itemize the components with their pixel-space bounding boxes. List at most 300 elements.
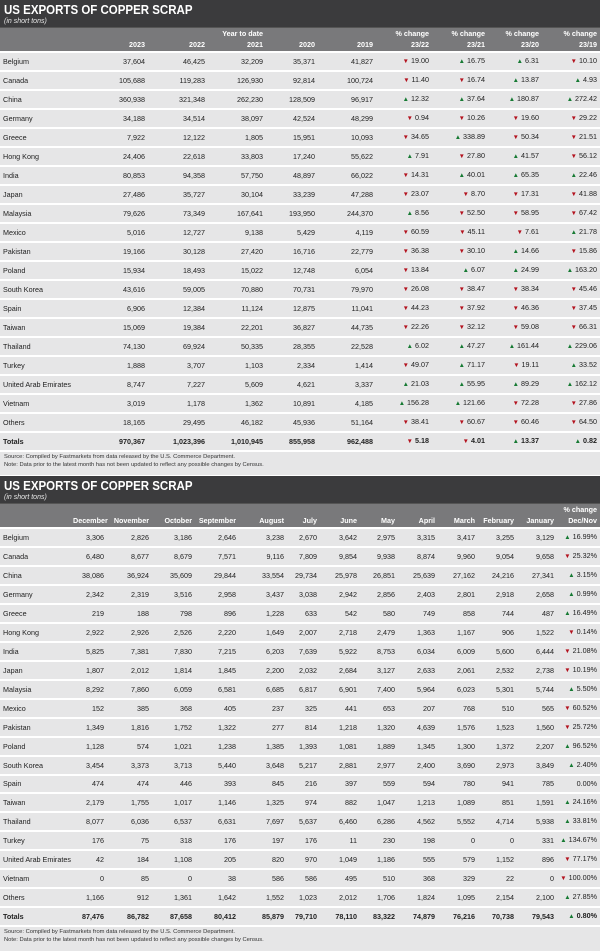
country-name: United Arab Emirates [0, 850, 70, 869]
tonnage-value: 6,009 [438, 642, 478, 661]
pct-change-cell [488, 337, 542, 356]
tonnage-value: 7,697 [239, 812, 287, 831]
pct-change-cell [542, 261, 600, 280]
country-name: Totals [0, 907, 70, 925]
tonnage-value: 32,209 [208, 52, 266, 71]
pct-change-cell [557, 718, 600, 737]
change-value: 21.51 [579, 132, 597, 141]
country-name: Japan [0, 661, 70, 680]
change-value: 52.50 [467, 208, 485, 217]
tonnage-value: 2,922 [70, 623, 107, 642]
pct-change-cell [432, 394, 488, 413]
tonnage-value: 15,934 [100, 261, 148, 280]
tonnage-value: 2,479 [360, 623, 398, 642]
table-row [0, 185, 600, 204]
change-value: 58.95 [521, 208, 539, 217]
change-value: 24.99 [521, 265, 539, 274]
change-value: 40.01 [467, 170, 485, 179]
change-value: 60.59 [411, 227, 429, 236]
table-row [0, 528, 600, 547]
tonnage-value: 8,753 [360, 642, 398, 661]
tonnage-value: 8,747 [100, 375, 148, 394]
triangle-down-icon: ▼ [402, 286, 409, 293]
tonnage-value: 6,023 [438, 680, 478, 699]
table-row [0, 261, 600, 280]
tonnage-value: 74,130 [100, 337, 148, 356]
triangle-down-icon: ▼ [570, 400, 577, 407]
triangle-down-icon: ▼ [564, 724, 571, 731]
tonnage-value: 86,782 [107, 907, 152, 925]
pct-change-cell [557, 642, 600, 661]
column-header: December [73, 516, 108, 525]
tonnage-value: 128,509 [266, 90, 318, 109]
tonnage-value: 744 [478, 604, 517, 623]
tonnage-value: 6,537 [152, 812, 195, 831]
pct-change-cell [376, 242, 432, 261]
pct-change-cell [542, 52, 600, 71]
tonnage-value: 18,493 [148, 261, 208, 280]
tonnage-value: 1,023 [287, 888, 320, 907]
census-note: Note: Data prior to the latest month has not been updated to reflect any possible changes by Census. [4, 936, 264, 943]
tonnage-value: 25,639 [398, 566, 438, 585]
tonnage-value: 7,639 [287, 642, 320, 661]
tonnage-value: 331 [517, 831, 557, 850]
pct-change-cell [488, 280, 542, 299]
table-row [0, 413, 600, 432]
pct-change-cell [376, 71, 432, 90]
pct-change-cell [542, 432, 600, 450]
tonnage-value: 5,217 [287, 756, 320, 775]
tonnage-value: 7,400 [360, 680, 398, 699]
table-row [0, 566, 600, 585]
table-row [0, 147, 600, 166]
pct-change-cell [488, 166, 542, 185]
triangle-down-icon: ▼ [512, 305, 519, 312]
pct-change-cell [432, 223, 488, 242]
tonnage-value: 814 [287, 718, 320, 737]
table-row [0, 831, 600, 850]
column-header: 23/22 [411, 40, 429, 49]
table-row [0, 71, 600, 90]
change-value: 10.19% [572, 665, 597, 674]
change-value: 38.34 [521, 284, 539, 293]
tonnage-value: 6,817 [287, 680, 320, 699]
triangle-down-icon: ▼ [402, 362, 409, 369]
tonnage-value: 30,128 [148, 242, 208, 261]
triangle-down-icon: ▼ [512, 400, 519, 407]
triangle-up-icon: ▲ [564, 818, 571, 825]
tonnage-value: 3,707 [148, 356, 208, 375]
table-row [0, 850, 600, 869]
triangle-up-icon: ▲ [560, 837, 567, 844]
tonnage-value: 1,363 [398, 623, 438, 642]
tonnage-value: 205 [195, 850, 239, 869]
column-header: 2021 [247, 40, 263, 49]
tonnage-value: 6,901 [320, 680, 360, 699]
tonnage-value: 5,922 [320, 642, 360, 661]
triangle-down-icon: ▼ [564, 667, 571, 674]
triangle-down-icon: ▼ [458, 153, 465, 160]
tonnage-value: 912 [107, 888, 152, 907]
tonnage-value: 1,081 [320, 737, 360, 756]
tonnage-value: 5,552 [438, 812, 478, 831]
country-name: Malaysia [0, 204, 100, 223]
change-value: 41.88 [579, 189, 597, 198]
country-name: Thailand [0, 337, 100, 356]
column-header: June [340, 516, 357, 525]
triangle-up-icon: ▲ [574, 77, 581, 84]
tonnage-value: 653 [360, 699, 398, 718]
tonnage-value: 441 [320, 699, 360, 718]
tonnage-value: 4,562 [398, 812, 438, 831]
change-value: 3.15% [576, 570, 597, 579]
table-row [0, 318, 600, 337]
country-name: Turkey [0, 831, 70, 850]
tonnage-value: 27,420 [208, 242, 266, 261]
tonnage-value: 219 [70, 604, 107, 623]
tonnage-value: 6,444 [517, 642, 557, 661]
change-value: 24.16% [572, 797, 597, 806]
triangle-down-icon: ▼ [570, 191, 577, 198]
tonnage-value: 487 [517, 604, 557, 623]
tonnage-value: 2,977 [360, 756, 398, 775]
change-value: 47.27 [467, 341, 485, 350]
country-name: Vietnam [0, 869, 70, 888]
triangle-down-icon: ▼ [570, 419, 577, 426]
tonnage-value: 34,188 [100, 109, 148, 128]
triangle-up-icon: ▲ [458, 172, 465, 179]
tonnage-value: 22,618 [148, 147, 208, 166]
tonnage-value: 3,642 [320, 528, 360, 547]
tonnage-value: 7,227 [148, 375, 208, 394]
country-name: Malaysia [0, 680, 70, 699]
tonnage-value: 0 [438, 831, 478, 850]
pct-change-cell [432, 242, 488, 261]
tonnage-value: 176 [195, 831, 239, 850]
tonnage-value: 12,384 [148, 299, 208, 318]
tonnage-value: 216 [287, 775, 320, 793]
tonnage-value: 188 [107, 604, 152, 623]
tonnage-value: 4,621 [266, 375, 318, 394]
tonnage-value: 85 [107, 869, 152, 888]
change-value: 60.46 [521, 417, 539, 426]
triangle-down-icon: ▼ [570, 248, 577, 255]
tonnage-value: 27,486 [100, 185, 148, 204]
table-row [0, 223, 600, 242]
tonnage-value: 69,924 [148, 337, 208, 356]
pct-change-cell [542, 413, 600, 432]
tonnage-value: 1,186 [360, 850, 398, 869]
change-value: 60.67 [467, 417, 485, 426]
pct-change-cell [376, 90, 432, 109]
tonnage-value: 11,124 [208, 299, 266, 318]
tonnage-value: 7,571 [195, 547, 239, 566]
tonnage-value: 5,016 [100, 223, 148, 242]
pct-change-cell [376, 166, 432, 185]
column-header: January [526, 516, 554, 525]
tonnage-value: 42 [70, 850, 107, 869]
tonnage-value: 1,213 [398, 793, 438, 812]
tonnage-value: 1,023,396 [148, 432, 208, 450]
tonnage-value: 2,334 [266, 356, 318, 375]
tonnage-value: 785 [517, 775, 557, 793]
tonnage-value: 1,888 [100, 356, 148, 375]
change-value: 162.12 [575, 379, 597, 388]
triangle-up-icon: ▲ [566, 381, 574, 388]
tonnage-value: 167,641 [208, 204, 266, 223]
country-name: Mexico [0, 223, 100, 242]
change-value: 180.87 [517, 94, 539, 103]
table-row [0, 204, 600, 223]
triangle-down-icon: ▼ [512, 134, 519, 141]
tonnage-value: 1,362 [208, 394, 266, 413]
pct-change-cell [488, 356, 542, 375]
tonnage-value: 51,164 [318, 413, 376, 432]
country-name: Belgium [0, 52, 100, 71]
change-value: 50.34 [521, 132, 539, 141]
tonnage-value: 59,005 [148, 280, 208, 299]
pct-change-cell [488, 299, 542, 318]
triangle-down-icon: ▼ [516, 229, 523, 236]
tonnage-value: 3,127 [360, 661, 398, 680]
tonnage-value: 3,437 [239, 585, 287, 604]
pct-change-cell [488, 90, 542, 109]
triangle-down-icon: ▼ [458, 324, 465, 331]
triangle-up-icon: ▲ [568, 686, 575, 693]
change-value: 45.46 [579, 284, 597, 293]
tonnage-value: 75 [107, 831, 152, 850]
tonnage-value: 3,516 [152, 585, 195, 604]
tonnage-value: 385 [107, 699, 152, 718]
pct-change-cell [542, 204, 600, 223]
triangle-up-icon: ▲ [398, 400, 406, 407]
change-value: 37.92 [467, 303, 485, 312]
tonnage-value: 1,649 [239, 623, 287, 642]
country-name: Greece [0, 604, 70, 623]
table-footer [0, 925, 600, 951]
tonnage-value: 12,122 [148, 128, 208, 147]
tonnage-value: 1,021 [152, 737, 195, 756]
tonnage-value: 10,093 [318, 128, 376, 147]
tonnage-value: 22,779 [318, 242, 376, 261]
tonnage-value: 18,165 [100, 413, 148, 432]
tonnage-value: 19,166 [100, 242, 148, 261]
tonnage-value: 3,255 [478, 528, 517, 547]
tonnage-value: 2,973 [478, 756, 517, 775]
tonnage-value: 5,429 [266, 223, 318, 242]
triangle-up-icon: ▲ [458, 96, 465, 103]
tonnage-value: 798 [152, 604, 195, 623]
pct-change-cell [557, 812, 600, 831]
tonnage-value: 6,581 [195, 680, 239, 699]
change-value: 2.40% [576, 760, 597, 769]
triangle-down-icon: ▼ [462, 191, 469, 198]
tonnage-value: 79,626 [100, 204, 148, 223]
pct-change-cell [488, 223, 542, 242]
country-name: South Korea [0, 756, 70, 775]
tonnage-value: 1,560 [517, 718, 557, 737]
country-name: Greece [0, 128, 100, 147]
tonnage-value: 70,880 [208, 280, 266, 299]
tonnage-value: 1,522 [517, 623, 557, 642]
tonnage-value: 1,552 [239, 888, 287, 907]
tonnage-value: 22,201 [208, 318, 266, 337]
tonnage-value: 3,038 [287, 585, 320, 604]
pct-change-cell [432, 166, 488, 185]
triangle-down-icon: ▼ [403, 77, 410, 84]
pct-change-cell [376, 147, 432, 166]
tonnage-value: 5,609 [208, 375, 266, 394]
tonnage-value: 6,460 [320, 812, 360, 831]
tonnage-value: 896 [517, 850, 557, 869]
triangle-up-icon: ▲ [570, 229, 577, 236]
change-value: 19.11 [521, 360, 539, 369]
tonnage-value: 2,958 [195, 585, 239, 604]
pct-change-cell [488, 147, 542, 166]
table-subtitle: (in short tons) [4, 494, 47, 501]
pct-change-cell [432, 337, 488, 356]
tonnage-value: 896 [195, 604, 239, 623]
triangle-up-icon: ▲ [512, 172, 519, 179]
tonnage-value: 1,228 [239, 604, 287, 623]
change-value: 23.07 [411, 189, 429, 198]
triangle-up-icon: ▲ [566, 343, 574, 350]
pct-change-cell [542, 109, 600, 128]
triangle-up-icon: ▲ [508, 96, 516, 103]
tonnage-value: 474 [107, 775, 152, 793]
tonnage-value: 1,889 [360, 737, 398, 756]
tonnage-value: 2,826 [107, 528, 152, 547]
country-name: Mexico [0, 699, 70, 718]
tonnage-value: 35,727 [148, 185, 208, 204]
tonnage-value: 87,658 [152, 907, 195, 925]
change-value: 21.08% [572, 646, 597, 655]
tonnage-value: 6,203 [239, 642, 287, 661]
pct-change-cell [432, 261, 488, 280]
pct-change-cell [557, 661, 600, 680]
change-value: 0.14% [576, 627, 597, 636]
tonnage-value: 5,964 [398, 680, 438, 699]
tonnage-value: 9,658 [517, 547, 557, 566]
tonnage-value: 633 [287, 604, 320, 623]
triangle-up-icon: ▲ [458, 58, 465, 65]
tonnage-value: 33,554 [239, 566, 287, 585]
change-value: 27.80 [467, 151, 485, 160]
tonnage-value: 33,803 [208, 147, 266, 166]
tonnage-value: 1,706 [360, 888, 398, 907]
change-value: 156.28 [407, 398, 429, 407]
pct-change-cell [557, 775, 600, 793]
triangle-up-icon: ▲ [508, 343, 516, 350]
tonnage-value: 6,054 [318, 261, 376, 280]
tonnage-value: 1,752 [152, 718, 195, 737]
triangle-down-icon: ▼ [568, 629, 575, 636]
column-header: 23/21 [467, 40, 485, 49]
pct-change-cell [557, 528, 600, 547]
change-value: 41.57 [521, 151, 539, 160]
pct-change-cell [432, 432, 488, 450]
tonnage-value: 9,138 [208, 223, 266, 242]
triangle-up-icon: ▲ [512, 267, 519, 274]
pct-change-cell [432, 204, 488, 223]
pct-change-cell [432, 128, 488, 147]
tonnage-value: 94,358 [148, 166, 208, 185]
tonnage-value: 70,738 [478, 907, 517, 925]
pct-change-cell [488, 432, 542, 450]
tonnage-value: 2,670 [287, 528, 320, 547]
country-name: Pakistan [0, 718, 70, 737]
triangle-down-icon: ▼ [458, 305, 465, 312]
country-name: Spain [0, 775, 70, 793]
change-value: 11.40 [411, 75, 429, 84]
census-note: Note: Data prior to the latest month has not been updated to reflect any possible changes by Census. [4, 461, 264, 468]
pct-change-cell [557, 547, 600, 566]
change-value: 77.17% [572, 854, 597, 863]
source-note: Source: Compiled by Fastmarkets from data released by the U.S. Commerce Department. [4, 454, 236, 460]
change-value: 229.06 [575, 341, 597, 350]
tonnage-value: 45,936 [266, 413, 318, 432]
triangle-up-icon: ▲ [512, 153, 519, 160]
triangle-down-icon: ▼ [402, 191, 409, 198]
change-value: 22.46 [579, 170, 597, 179]
pct-change-cell [488, 413, 542, 432]
pct-change-cell [488, 261, 542, 280]
column-header: November [113, 516, 149, 525]
triangle-up-icon: ▲ [574, 438, 581, 445]
tonnage-value: 2,032 [287, 661, 320, 680]
change-value: 10.10 [579, 56, 597, 65]
tonnage-value: 1,393 [287, 737, 320, 756]
tonnage-value: 1,320 [360, 718, 398, 737]
tonnage-value: 6,036 [107, 812, 152, 831]
triangle-up-icon: ▲ [568, 572, 575, 579]
tonnage-value: 38 [195, 869, 239, 888]
table-row [0, 623, 600, 642]
tonnage-value: 48,897 [266, 166, 318, 185]
table-row [0, 604, 600, 623]
tonnage-value: 41,827 [318, 52, 376, 71]
tonnage-value: 555 [398, 850, 438, 869]
tonnage-value: 3,238 [239, 528, 287, 547]
tonnage-value: 360,938 [100, 90, 148, 109]
pct-change-cell [488, 185, 542, 204]
tonnage-value: 83,322 [360, 907, 398, 925]
table-row [0, 280, 600, 299]
triangle-up-icon: ▲ [406, 343, 413, 350]
triangle-down-icon: ▼ [513, 362, 520, 369]
tonnage-value: 66,022 [318, 166, 376, 185]
table-row [0, 242, 600, 261]
pct-change-header: % change [451, 29, 485, 38]
tonnage-value: 1,146 [195, 793, 239, 812]
change-value: 161.44 [517, 341, 539, 350]
tonnage-value: 2,684 [320, 661, 360, 680]
triangle-down-icon: ▼ [458, 115, 465, 122]
pct-change-cell [432, 375, 488, 394]
tonnage-value: 1,128 [70, 737, 107, 756]
triangle-down-icon: ▼ [402, 229, 409, 236]
pct-change-cell [432, 71, 488, 90]
change-value: 6.31 [525, 56, 539, 65]
tonnage-value: 80,412 [195, 907, 239, 925]
tonnage-value: 105,688 [100, 71, 148, 90]
tonnage-value: 29,844 [195, 566, 239, 585]
tonnage-value: 851 [478, 793, 517, 812]
country-name: Canada [0, 71, 100, 90]
tonnage-value: 2,403 [398, 585, 438, 604]
table-row [0, 775, 600, 793]
change-value: 0.94 [415, 113, 429, 122]
